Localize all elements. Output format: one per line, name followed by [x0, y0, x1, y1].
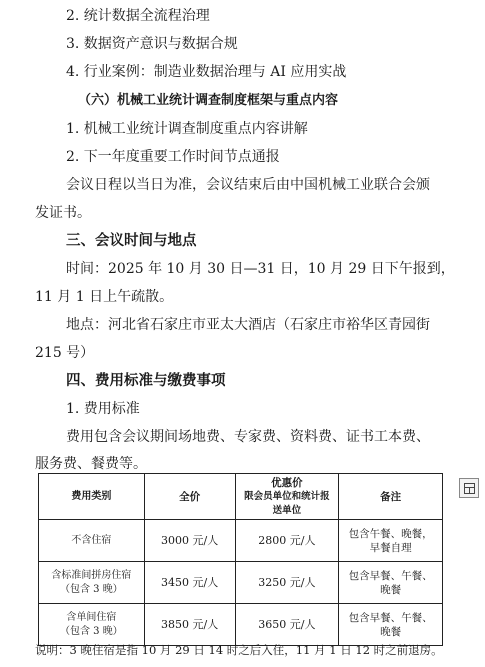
cell-text: 不含住宿 [71, 534, 112, 546]
cell-full: 3000 元/人 [144, 520, 235, 562]
table-view-icon[interactable] [459, 478, 479, 498]
header-type: 费用类别 [39, 474, 145, 520]
cell-text: 含标准间拼房住宿 [51, 569, 132, 581]
cell-remark [339, 562, 443, 604]
section-heading: 四、费用标准与缴费事项 [66, 373, 226, 389]
cell-type [39, 604, 145, 646]
header-remark: 备注 [339, 474, 443, 520]
header-discount-title: 优惠价 [271, 476, 303, 489]
cell-text: 包含早餐、午餐、 [348, 569, 433, 582]
paragraph-line: 地点：河北省石家庄市亚太大酒店（石家庄市裕华区青园街 [66, 317, 430, 333]
list-item: 2. 统计数据全流程治理 [66, 8, 210, 24]
table-row [39, 562, 443, 604]
list-item: 2. 下一年度重要工作时间节点通报 [66, 149, 280, 165]
cell-discount: 3650 元/人 [235, 604, 339, 646]
cell-text: 含单间住宿 [66, 611, 117, 623]
list-item: 1. 机械工业统计调查制度重点内容讲解 [66, 121, 308, 137]
paragraph-line: 会议日程以当日为准，会议结束后由中国机械工业联合会颁 [66, 177, 430, 193]
cell-full: 3850 元/人 [144, 604, 235, 646]
paragraph-line: 11 月 1 日上午疏散。 [35, 289, 174, 305]
fee-table [38, 473, 443, 646]
footnote: 说明：3 晚住宿是指 10 月 29 日 14 时之后入住，11 月 1 日 12 时之前退房。 [35, 643, 443, 657]
header-full-price: 全价 [144, 474, 235, 520]
paragraph-line: 费用包含会议期间场地费、专家费、资料费、证书工本费、 [66, 429, 430, 445]
cell-text: （包含 3 晚） [59, 583, 123, 595]
cell-text: 晚餐 [380, 625, 402, 638]
cell-type [39, 520, 145, 562]
cell-text: （包含 3 晚） [59, 625, 123, 637]
list-item: 1. 费用标准 [66, 401, 140, 417]
table-row [39, 604, 443, 646]
paragraph-line: 服务费、餐费等。 [35, 456, 147, 472]
cell-discount: 2800 元/人 [235, 520, 339, 562]
cell-text: 晚餐 [380, 583, 402, 596]
cell-full: 3450 元/人 [144, 562, 235, 604]
list-item: 4. 行业案例：制造业数据治理与 AI 应用实战 [66, 64, 347, 80]
cell-discount: 3250 元/人 [235, 562, 339, 604]
section-heading: 三、会议时间与地点 [66, 233, 197, 249]
header-discount-sub: 限会员单位和统计报送单位 [244, 490, 330, 516]
table-header-row [39, 474, 443, 520]
header-discount [235, 474, 339, 520]
cell-type [39, 562, 145, 604]
cell-text: 早餐自理 [369, 541, 412, 554]
paragraph-line: 发证书。 [35, 205, 91, 221]
table-row [39, 520, 443, 562]
cell-text: 包含早餐、午餐、 [348, 611, 433, 624]
cell-remark [339, 520, 443, 562]
cell-text: 包含午餐、晚餐， [348, 527, 433, 540]
cell-remark [339, 604, 443, 646]
paragraph-line: 215 号） [35, 345, 95, 361]
paragraph-line: 时间：2025 年 10 月 30 日—31 日，10 月 29 日下午报到， [66, 261, 455, 277]
section-heading: （六）机械工业统计调查制度框架与重点内容 [78, 93, 339, 108]
list-item: 3. 数据资产意识与数据合规 [66, 36, 238, 52]
